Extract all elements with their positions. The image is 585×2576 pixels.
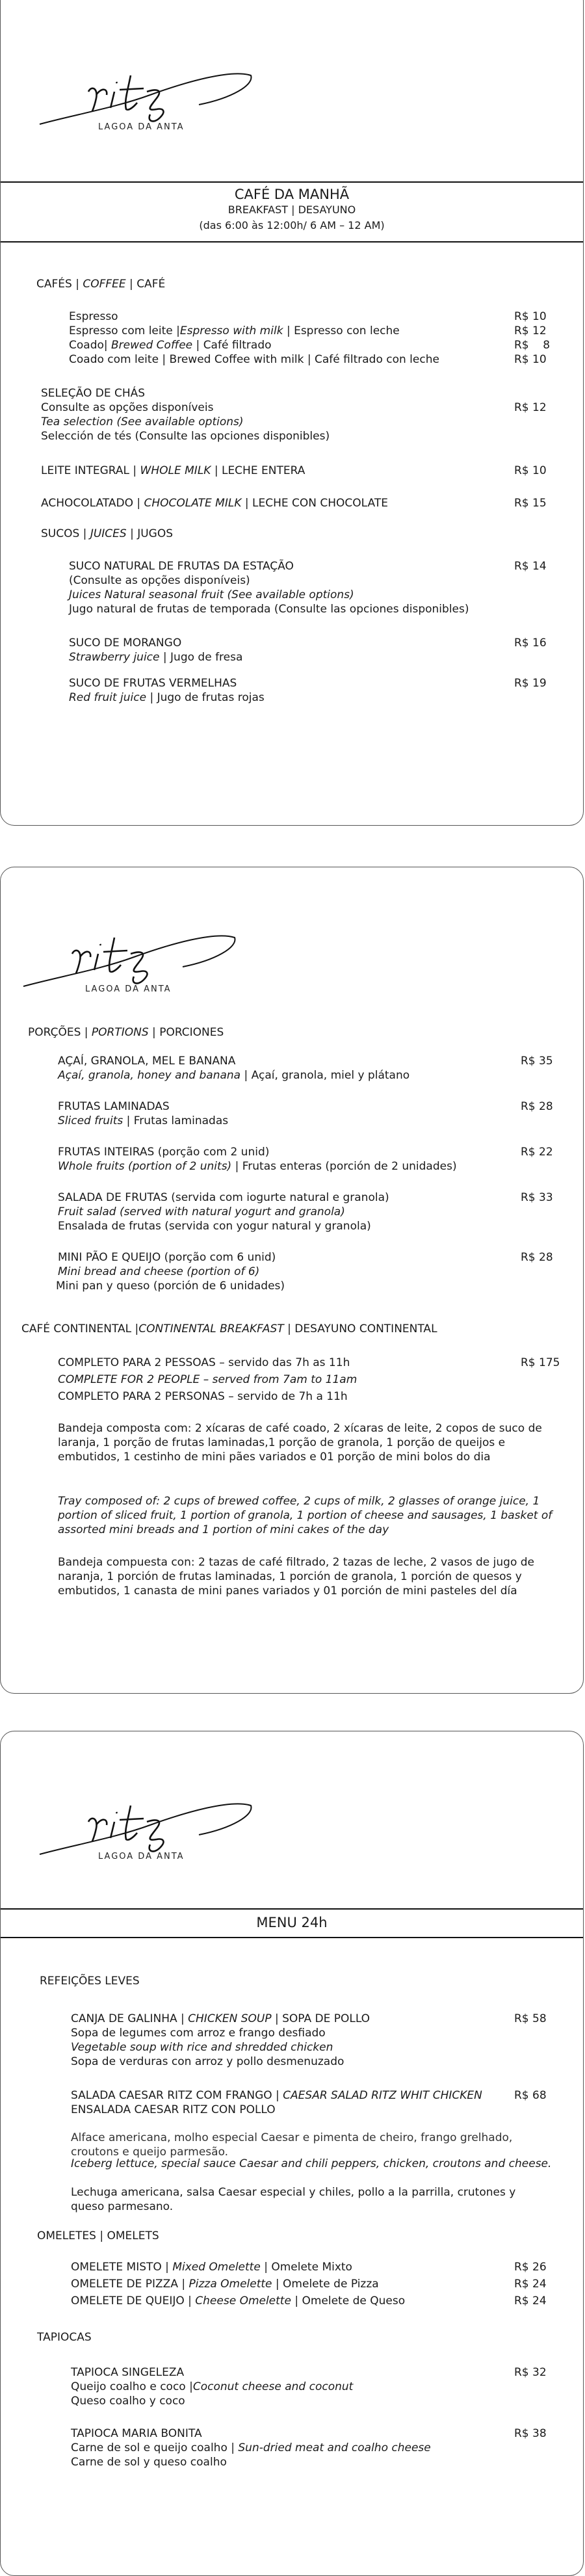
item-price: R$ 68	[514, 2089, 547, 2102]
item-desc-es: Ensalada de frutas (servida con yogur natural y granola)	[58, 1220, 371, 1233]
menu-item: TAPIOCA SINGELEZA	[71, 2366, 185, 2379]
item-price: R$ 38	[514, 2427, 547, 2440]
item-price: R$ 10	[514, 464, 547, 477]
menu-item: Coado com leite | Brewed Coffee with milk | Café filtrado con leche	[69, 353, 439, 366]
item-price: R$ 12	[514, 401, 547, 414]
menu-item: COMPLETO PARA 2 PESSOAS – servido das 7h as 11h	[58, 1356, 350, 1369]
item-desc-es: Carne de sol y queso coalho	[71, 2456, 227, 2469]
item-desc: Red fruit juice | Jugo de frutas rojas	[69, 691, 265, 704]
brand-subtitle: LAGOA DA ANTA	[85, 984, 172, 994]
menu-item: OMELETE DE PIZZA | Pizza Omelette | Omelete de Pizza	[71, 2278, 379, 2291]
item-price: R$ 22	[521, 1146, 553, 1159]
item-price: R$ 14	[514, 560, 547, 573]
item-price: R$ 16	[514, 637, 547, 650]
menu-item: SALADA DE FRUTAS (servida com iogurte natural e granola)	[58, 1191, 389, 1204]
heading-refeicoes: REFEIÇÕES LEVES	[40, 1975, 140, 1988]
heading-chas: SELEÇÃO DE CHÁS	[41, 387, 146, 400]
item-desc-en: Vegetable soup with rice and shredded chicken	[71, 2041, 333, 2054]
menu-item: OMELETE DE QUEIJO | Cheese Omelette | Omelete de Queso	[71, 2294, 406, 2307]
item-desc-en: COMPLETE FOR 2 PEOPLE – served from 7am to 11am	[58, 1373, 358, 1386]
item-desc: Whole fruits (portion of 2 units) | Frutas enteras (porción de 2 unidades)	[58, 1160, 457, 1173]
section-subtitle: BREAKFAST | DESAYUNO	[228, 204, 356, 216]
item-price: R$ 35	[521, 1055, 553, 1068]
item-desc-en: Fruit salad (served with natural yogurt and granola)	[58, 1205, 345, 1218]
menu-item: MINI PÃO E QUEIJO (porção com 6 unid)	[58, 1251, 276, 1264]
item-desc-es: Selección de tés (Consulte las opciones disponibles)	[41, 430, 330, 443]
item-price: R$ 24	[514, 2294, 547, 2307]
brand-subtitle: LAGOA DA ANTA	[98, 122, 185, 132]
menu-item: Espresso	[69, 310, 118, 323]
section-title: CAFÉ DA MANHÃ	[234, 187, 350, 202]
menu-item: OMELETE MISTO | Mixed Omelette | Omelete Mixto	[71, 2261, 352, 2274]
heading-tapiocas: TAPIOCAS	[37, 2331, 92, 2344]
menu-page-24h	[0, 1731, 584, 2576]
divider	[1, 1937, 583, 1938]
item-price: R$ 19	[514, 677, 547, 690]
menu-item: TAPIOCA MARIA BONITA	[71, 2427, 202, 2440]
menu-item: AÇAÍ, GRANOLA, MEL E BANANA	[58, 1055, 236, 1068]
item-price: R$ 33	[521, 1191, 553, 1204]
divider	[1, 241, 583, 243]
item-desc: Sliced fruits | Frutas laminadas	[58, 1114, 229, 1127]
item-desc-es: Queso coalho y coco	[71, 2395, 185, 2408]
section-hours: (das 6:00 às 12:00h/ 6 AM – 12 AM)	[199, 219, 385, 231]
section-title: MENU 24h	[256, 1915, 328, 1930]
item-desc: ENSALADA CAESAR RITZ CON POLLO	[71, 2103, 276, 2116]
item-desc: Sopa de legumes com arroz e frango desfiado	[71, 2027, 326, 2040]
item-desc-es: Jugo natural de frutas de temporada (Consulte las opciones disponibles)	[69, 603, 469, 616]
item-desc-en: Tea selection (See available options)	[41, 415, 244, 428]
heading-sucos: SUCOS | JUICES | JUGOS	[41, 527, 174, 540]
menu-item: FRUTAS LAMINADAS	[58, 1100, 170, 1113]
item-price: R$ 28	[521, 1100, 553, 1113]
menu-page-portions	[0, 867, 584, 1694]
item-price: R$ 8	[514, 339, 551, 352]
item-price: R$ 28	[521, 1251, 553, 1264]
item-desc: Strawberry juice | Jugo de fresa	[69, 651, 243, 664]
item-price: R$ 26	[514, 2261, 547, 2274]
item-price: R$ 32	[514, 2366, 547, 2379]
item-desc: Consulte as opções disponíveis	[41, 401, 214, 414]
heading-cafes: CAFÉS | COFFEE | CAFÉ	[36, 278, 166, 291]
item-desc-es: Lechuga americana, salsa Caesar especial y chiles, pollo a la parrilla, crutones y queso parmesano.	[71, 2186, 516, 2213]
item-desc: Queijo coalho e coco |Coconut cheese and coconut	[71, 2380, 354, 2393]
item-desc-en: Juices Natural seasonal fruit (See available options)	[69, 588, 354, 601]
divider	[1, 181, 583, 183]
menu-item: SALADA CAESAR RITZ COM FRANGO | CAESAR SALAD RITZ WHIT CHICKEN	[71, 2089, 482, 2102]
menu-item: FRUTAS INTEIRAS (porção com 2 unid)	[58, 1146, 270, 1159]
item-desc: Carne de sol e queijo coalho | Sun-dried meat and coalho cheese	[71, 2441, 431, 2454]
item-price: R$ 24	[514, 2278, 547, 2291]
item-price: R$ 10	[514, 310, 547, 323]
item-desc-en: Iceberg lettuce, special sauce Caesar and chili peppers, chicken, croutons and cheese.	[71, 2157, 552, 2170]
brand-subtitle: LAGOA DA ANTA	[98, 1852, 185, 1861]
menu-item-leite: LEITE INTEGRAL | WHOLE MILK | LECHE ENTERA	[41, 464, 306, 477]
heading-continental: CAFÉ CONTINENTAL |CONTINENTAL BREAKFAST | DESAYUNO CONTINENTAL	[21, 1322, 437, 1335]
item-price: R$ 12	[514, 324, 547, 337]
item-price: R$ 175	[521, 1356, 560, 1369]
item-price: R$ 10	[514, 353, 547, 366]
heading-porcoes: PORÇÕES | PORTIONS | PORCIONES	[28, 1026, 224, 1039]
item-desc-es: Sopa de verduras con arroz y pollo desmenuzado	[71, 2055, 344, 2068]
item-desc: (Consulte as opções disponíveis)	[69, 574, 250, 587]
item-price: R$ 58	[514, 2012, 547, 2025]
menu-item: SUCO DE MORANGO	[69, 637, 182, 650]
item-desc-en: Tray composed of: 2 cups of brewed coffee, 2 cups of milk, 2 glasses of orange juice, 1 portion of sliced fruit, 1 portion of granola, 1 portion of cheese and sausages, 1 basket of assorted mini breads and 1 portion of mini cakes of the day	[58, 1495, 552, 1536]
item-desc-es: Mini pan y queso (porción de 6 unidades)	[56, 1280, 285, 1293]
menu-item: SUCO DE FRUTAS VERMELHAS	[69, 677, 237, 690]
menu-item: SUCO NATURAL DE FRUTAS DA ESTAÇÃO	[69, 560, 294, 573]
item-desc-es: Bandeja compuesta con: 2 tazas de café filtrado, 2 tazas de leche, 2 vasos de jugo de naranja, 1 porción de frutas laminadas, 1 porción de granola, 1 porción de quesos y embutidos, 1 canasta de mini panes variados y 01 porción de mini pasteles del día	[58, 1556, 534, 1597]
menu-item: Espresso com leite |Espresso with milk | Espresso con leche	[69, 324, 400, 337]
divider	[1, 1908, 583, 1910]
item-desc-es: COMPLETO PARA 2 PERSONAS – servido de 7h a 11h	[58, 1390, 348, 1403]
item-price: R$ 15	[514, 497, 547, 510]
menu-item: CANJA DE GALINHA | CHICKEN SOUP | SOPA DE POLLO	[71, 2012, 370, 2025]
item-desc-en: Mini bread and cheese (portion of 6)	[58, 1265, 260, 1278]
menu-page-breakfast	[0, 0, 584, 826]
menu-item-achocolatado: ACHOCOLATADO | CHOCOLATE MILK | LECHE CON CHOCOLATE	[41, 497, 388, 510]
item-desc: Bandeja composta com: 2 xícaras de café coado, 2 xícaras de leite, 2 copos de suco de laranja, 1 porção de frutas laminadas,1 porção de granola, 1 porção de queijos e embutidos, 1 cestinho de mini pães variados e 01 porção de mini bolos do dia	[58, 1422, 542, 1464]
item-desc: Açaí, granola, honey and banana | Açaí, granola, miel y plátano	[58, 1069, 410, 1082]
item-desc: Alface americana, molho especial Caesar e pimenta de cheiro, frango grelhado, croutons e queijo parmesão.	[71, 2131, 513, 2159]
menu-item: Coado| Brewed Coffee | Café filtrado	[69, 339, 272, 352]
heading-omeletes: OMELETES | OMELETS	[37, 2229, 159, 2242]
